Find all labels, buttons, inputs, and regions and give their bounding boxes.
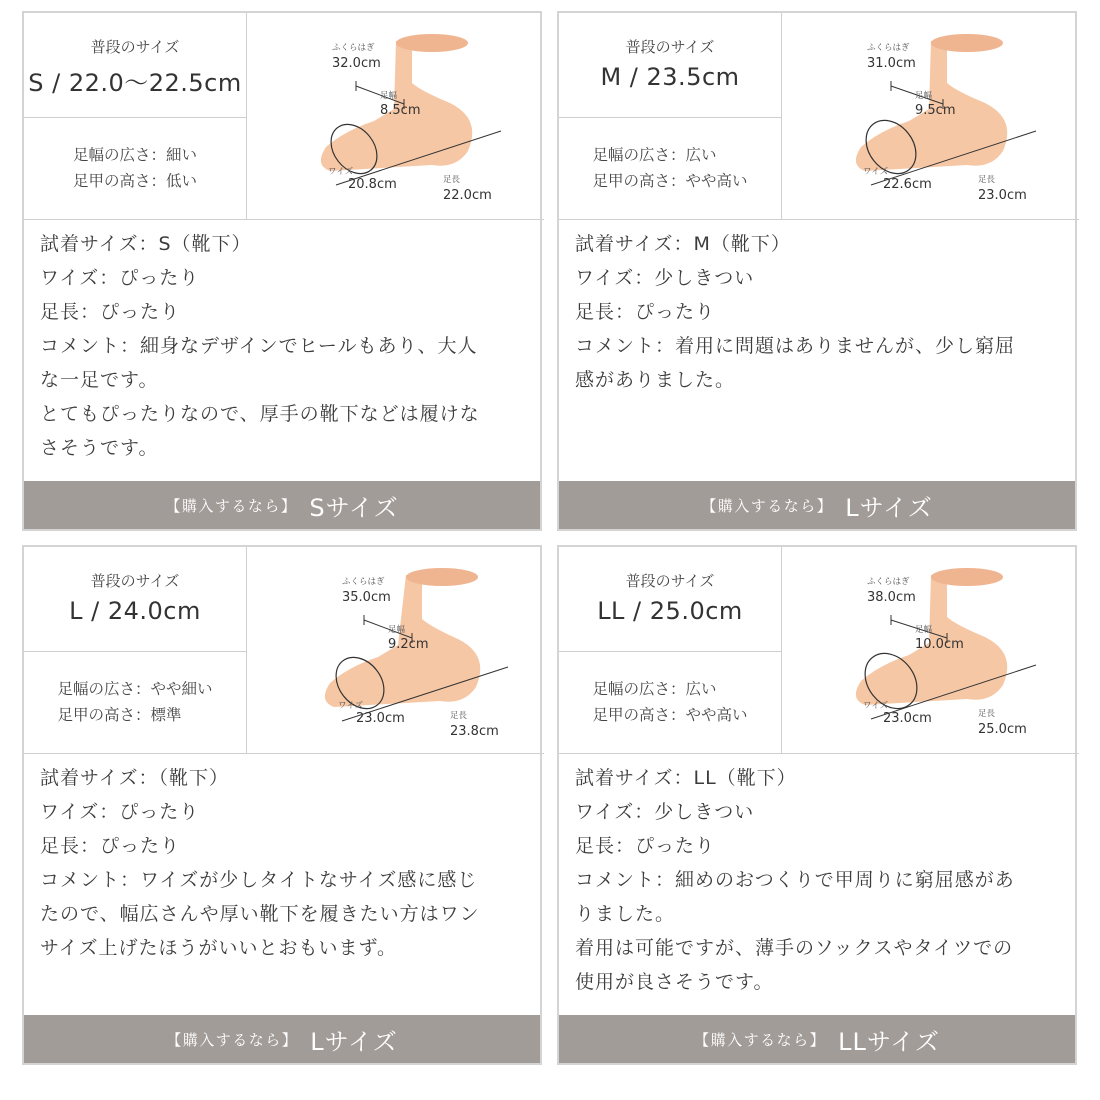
foot-length-value: 25.0cm [978, 722, 1027, 737]
instep-height-line: 足甲の高さ：低い [72, 172, 197, 190]
wise-value: 22.6cm [883, 177, 932, 192]
foot-length-value: 23.8cm [450, 724, 499, 739]
usual-size-cell [559, 547, 782, 652]
instep-height-line: 足甲の高さ：やや高い [592, 172, 748, 190]
review-line: コメント：細身なデザインでヒールもあり、大人 [40, 335, 478, 357]
foot-diagram [246, 547, 542, 753]
review-line: さそうです。 [40, 437, 159, 459]
usual-size-value: LL / 25.0cm [597, 597, 743, 625]
recommendation-bar [24, 481, 540, 529]
usual-size-cell [559, 13, 782, 118]
recommendation-bar [24, 1015, 540, 1063]
foot-width-line: 足幅の広さ：広い [592, 680, 717, 698]
foot-shape-cell [559, 651, 782, 753]
recommend-prefix: 【購入するなら】 [165, 496, 298, 515]
review-line: 足長：ぴったり [575, 835, 716, 857]
review-card [557, 11, 1077, 531]
calf-value: 31.0cm [867, 56, 916, 71]
foot-width-line: 足幅の広さ：広い [592, 146, 717, 164]
fit-review [40, 761, 535, 965]
review-line: 足長：ぴったり [40, 835, 181, 857]
review-line: 試着サイズ：LL（靴下） [575, 767, 797, 789]
foot-width-value: 10.0cm [915, 637, 964, 652]
review-line: 足長：ぴったり [40, 301, 181, 323]
foot-length-label: 足長 [450, 711, 468, 721]
fit-review [40, 227, 535, 465]
calf-value: 38.0cm [867, 590, 916, 605]
usual-size-cell [24, 13, 247, 118]
review-line: ワイズ：少しきつい [575, 267, 755, 289]
size-info [559, 547, 1079, 754]
foot-shape-cell [24, 117, 247, 219]
review-line: とてもぴったりなので、厚手の靴下などは履けな [40, 403, 480, 425]
review-line: 足長：ぴったり [575, 301, 716, 323]
foot-width-label: 足幅 [388, 625, 406, 635]
review-line: たので、幅広さんや厚い靴下を履きたい方はワン [40, 903, 480, 925]
review-line: コメント：着用に問題はありませんが、少し窮屈 [575, 335, 1016, 357]
foot-length-value: 23.0cm [978, 188, 1027, 203]
wise-value: 23.0cm [883, 711, 932, 726]
calf-label: ふくらはぎ [867, 577, 910, 587]
usual-size-label: 普段のサイズ [90, 38, 180, 56]
instep-height-line: 足甲の高さ：やや高い [592, 706, 748, 724]
recommend-prefix: 【購入するなら】 [701, 496, 834, 515]
foot-width-value: 8.5cm [380, 103, 421, 118]
review-line: ワイズ：ぴったり [40, 267, 200, 289]
recommend-prefix: 【購入するなら】 [694, 1030, 827, 1049]
review-line: ワイズ：少しきつい [575, 801, 755, 823]
foot-width-value: 9.5cm [915, 103, 956, 118]
review-card [22, 11, 542, 531]
usual-size-value: S / 22.0〜22.5cm [28, 69, 242, 97]
calf-label: ふくらはぎ [867, 43, 910, 53]
recommend-size: Lサイズ [845, 493, 933, 522]
review-line: ワイズ：ぴったり [40, 801, 200, 823]
recommend-size: LLサイズ [838, 1027, 940, 1056]
review-line: サイズ上げたほうがいいとおもいまず。 [40, 937, 397, 959]
foot-width-line: 足幅の広さ：やや細い [57, 680, 213, 698]
foot-diagram [781, 547, 1077, 753]
foot-length-value: 22.0cm [443, 188, 492, 203]
wise-value: 23.0cm [356, 711, 405, 726]
recommend-size: Lサイズ [310, 1027, 398, 1056]
foot-width-label: 足幅 [915, 91, 933, 101]
review-line: 試着サイズ：M（靴下） [575, 233, 791, 255]
fit-review [575, 761, 1070, 999]
foot-diagram [781, 13, 1077, 219]
fit-review [575, 227, 1070, 397]
review-line: 感がありました。 [575, 369, 736, 391]
review-card [557, 545, 1077, 1065]
review-card [22, 545, 542, 1065]
calf-label: ふくらはぎ [332, 43, 375, 53]
usual-size-value: L / 24.0cm [69, 597, 201, 625]
foot-width-value: 9.2cm [388, 637, 429, 652]
review-line: な一足です。 [40, 369, 159, 391]
usual-size-cell [24, 547, 247, 652]
review-line: 着用は可能ですが、薄手のソックスやタイツでの [575, 937, 1014, 959]
instep-height-line: 足甲の高さ：標準 [57, 706, 182, 724]
wise-value: 20.8cm [348, 177, 397, 192]
foot-shape-cell [24, 651, 247, 753]
usual-size-value: M / 23.5cm [600, 63, 740, 91]
review-line: 使用が良さそうです。 [575, 971, 774, 993]
recommend-prefix: 【購入するなら】 [166, 1030, 299, 1049]
size-info [24, 13, 544, 220]
wise-label: ワイズ [863, 701, 889, 711]
wise-label: ワイズ [338, 701, 364, 711]
usual-size-label: 普段のサイズ [90, 572, 180, 590]
review-line: 試着サイズ：S（靴下） [40, 233, 252, 255]
usual-size-label: 普段のサイズ [625, 572, 715, 590]
recommend-size: Sサイズ [309, 493, 399, 522]
foot-length-label: 足長 [978, 709, 996, 719]
foot-width-line: 足幅の広さ：細い [72, 146, 197, 164]
usual-size-label: 普段のサイズ [625, 38, 715, 56]
foot-diagram [246, 13, 542, 219]
wise-label: ワイズ [863, 167, 889, 177]
recommendation-bar [559, 481, 1075, 529]
review-line: 試着サイズ：（靴下） [40, 767, 229, 789]
calf-value: 35.0cm [342, 590, 391, 605]
foot-width-label: 足幅 [915, 625, 933, 635]
foot-length-label: 足長 [443, 175, 461, 185]
review-line: りました。 [575, 903, 676, 925]
recommendation-bar [559, 1015, 1075, 1063]
calf-value: 32.0cm [332, 56, 381, 71]
foot-length-label: 足長 [978, 175, 996, 185]
foot-shape-cell [559, 117, 782, 219]
wise-label: ワイズ [328, 167, 354, 177]
size-info [559, 13, 1079, 220]
size-info [24, 547, 544, 754]
foot-width-label: 足幅 [380, 91, 398, 101]
review-line: コメント：細めのおつくりで甲周りに窮屈感があ [575, 869, 1015, 891]
review-line: コメント：ワイズが少しタイトなサイズ感に感じ [40, 869, 478, 891]
calf-label: ふくらはぎ [342, 577, 385, 587]
